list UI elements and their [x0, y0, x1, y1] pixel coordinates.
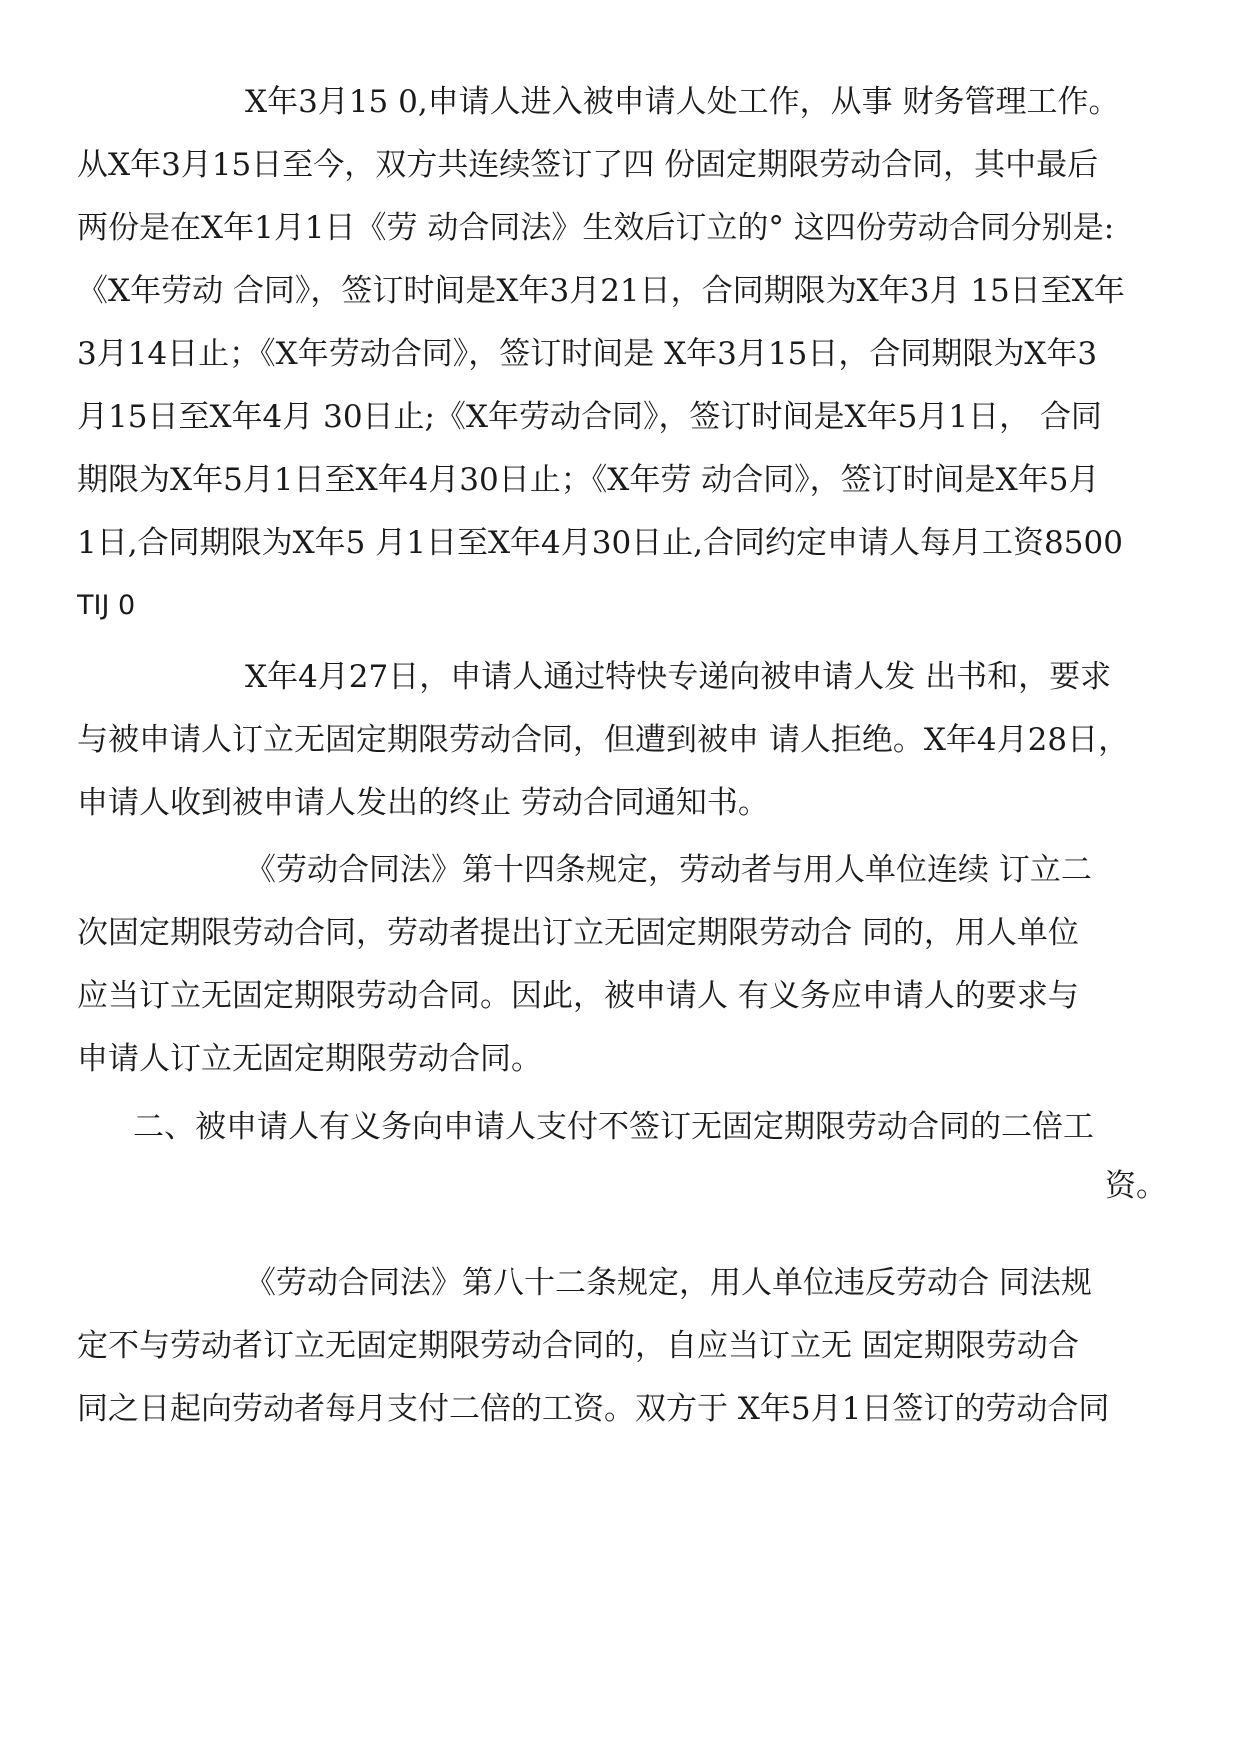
paragraph-2-line-1: X年4月27日，申请人通过特快专递向被申请人发 出书和，要求: [245, 659, 1112, 695]
paragraph-5-line-2: 定不与劳动者订立无固定期限劳动合同的，自应当订立无 固定期限劳动合: [77, 1328, 1079, 1364]
paragraph-3-line-4: 申请人订立无固定期限劳动合同。: [77, 1041, 542, 1077]
paragraph-1-line-4: 《X年劳动 合同》，签订时间是X年3月21日，合同期限为X年3月 15日至X年: [77, 273, 1125, 309]
paragraph-5-line-1: 《劳动合同法》第八十二条规定，用人单位违反劳动合 同法规: [245, 1265, 1092, 1301]
paragraph-1-line-7: 期限为X年5月1日至X年4月30日止；《X年劳 动合同》，签订时间是X年5月: [77, 462, 1100, 498]
paragraph-1-line-6: 月15日至X年4月 30日止;《X年劳动合同》，签订时间是X年5月1日， 合同: [77, 399, 1102, 435]
section-heading-2: 二、被申请人有义务向申请人支付不签订无固定期限劳动合同的二倍工: [133, 1109, 1094, 1145]
section-heading-2-tail: 资。: [1105, 1168, 1167, 1204]
paragraph-1-line-8: 1日,合同期限为X年5 月1日至X年4月30日止,合同约定申请人每月工资8500: [77, 525, 1123, 561]
paragraph-1-line-1: X年3月15 0,申请人进入被申请人处工作，从事 财务管理工作。: [245, 84, 1120, 120]
paragraph-1-line-3: 两份是在X年1月1日《劳 动合同法》生效后订立的° 这四份劳动合同分别是:: [77, 210, 1115, 246]
paragraph-2-line-2: 与被申请人订立无固定期限劳动合同，但遭到被申 请人拒绝。X年4月28日，: [77, 722, 1130, 758]
paragraph-3-line-3: 应当订立无固定期限劳动合同。因此，被申请人 有义务应申请人的要求与: [77, 978, 1079, 1014]
paragraph-3-line-1: 《劳动合同法》第十四条规定，劳动者与用人单位连续 订立二: [245, 852, 1092, 888]
paragraph-1-line-5: 3月14日止；《X年劳动合同》，签订时间是 X年3月15日，合同期限为X年3: [77, 336, 1098, 372]
paragraph-5-line-3: 同之日起向劳动者每月支付二倍的工资。双方于 X年5月1日签订的劳动合同: [77, 1391, 1110, 1427]
paragraph-1-line-9: TIJ 0: [77, 590, 136, 621]
paragraph-3-line-2: 次固定期限劳动合同，劳动者提出订立无固定期限劳动合 同的，用人单位: [77, 915, 1079, 951]
paragraph-1-line-2: 从X年3月15日至今，双方共连续签订了四 份固定期限劳动合同，其中最后: [77, 147, 1099, 183]
paragraph-2-line-3: 申请人收到被申请人发出的终止 劳动合同通知书。: [77, 785, 769, 821]
